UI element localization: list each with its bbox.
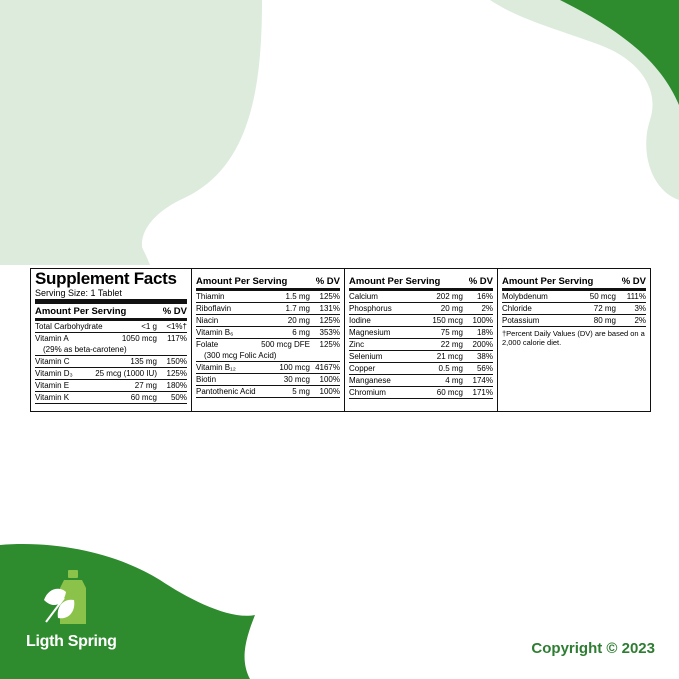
nutrient-amount: 60 mcg <box>436 388 463 397</box>
nutrient-dv: 100% <box>319 375 340 384</box>
nutrient-row <box>349 375 493 387</box>
nutrient-row <box>349 327 493 339</box>
nutrient-dv: 174% <box>472 376 493 385</box>
nutrient-row <box>35 380 187 392</box>
nutrient-row <box>196 362 340 374</box>
nutrient-amount: 202 mg <box>436 292 463 301</box>
nutrient-row <box>349 339 493 351</box>
nutrient-amount: <1 g <box>141 322 157 331</box>
nutrient-dv: 16% <box>476 292 493 301</box>
nutrient-row <box>349 387 493 399</box>
nutrient-amount: 5 mg <box>292 387 310 396</box>
nutrient-row <box>196 291 340 303</box>
nutrient-dv: 180% <box>166 381 187 390</box>
nutrient-amount: 1050 mcg <box>121 334 157 343</box>
nutrient-name: Manganese <box>349 376 391 385</box>
nutrient-rows <box>35 321 187 404</box>
nutrient-amount: 4 mg <box>445 376 463 385</box>
nutrient-dv: 125% <box>166 369 187 378</box>
header-dv: % DV <box>468 276 493 287</box>
nutrient-row <box>349 315 493 327</box>
nutrient-dv: 2% <box>634 316 646 325</box>
nutrient-dv: 2% <box>481 304 493 313</box>
nutrient-dv: 100% <box>472 316 493 325</box>
nutrient-name: Folate <box>196 340 219 349</box>
nutrient-name: Copper <box>349 364 376 373</box>
nutrient-name: Potassium <box>502 316 540 325</box>
nutrient-name: Selenium <box>349 352 383 361</box>
nutrient-row <box>196 303 340 315</box>
nutrient-amount: 27 mg <box>134 381 157 390</box>
nutrient-row <box>35 368 187 380</box>
nutrient-name: Vitamin C <box>35 357 70 366</box>
column-header <box>502 274 646 291</box>
nutrient-amount: 25 mcg (1000 IU) <box>95 369 157 378</box>
nutrient-name: Magnesium <box>349 328 391 337</box>
nutrient-name: Thiamin <box>196 292 225 301</box>
nutrient-rows <box>502 291 646 327</box>
header-dv: % DV <box>315 276 340 287</box>
nutrient-row <box>502 291 646 303</box>
nutrient-amount: 50 mcg <box>589 292 616 301</box>
nutrient-amount: 150 mcg <box>432 316 463 325</box>
nutrient-name: Pantothenic Acid <box>196 387 256 396</box>
nutrient-amount: 100 mcg <box>279 363 310 372</box>
header-amount: Amount Per Serving <box>502 276 594 287</box>
nutrient-amount: 20 mg <box>287 316 310 325</box>
nutrient-rows <box>196 291 340 398</box>
nutrient-dv: 171% <box>472 388 493 397</box>
leaf-bottle-icon <box>30 570 130 630</box>
column-header <box>349 274 493 291</box>
nutrient-name: Zinc <box>349 340 365 349</box>
nutrient-row <box>196 315 340 327</box>
nutrient-dv: 38% <box>476 352 493 361</box>
copyright-text: Copyright © 2023 <box>531 640 655 657</box>
nutrient-name: Chromium <box>349 388 386 397</box>
nutrient-name: Vitamin D₃ <box>35 369 73 378</box>
nutrient-dv: 3% <box>634 304 646 313</box>
nutrient-row <box>196 386 340 398</box>
nutrient-amount: 0.5 mg <box>438 364 463 373</box>
nutrient-dv: 50% <box>170 393 187 402</box>
facts-column-4 <box>498 269 650 411</box>
nutrient-dv: 111% <box>626 292 646 301</box>
nutrient-name: Riboflavin <box>196 304 232 313</box>
nutrient-amount: 60 mcg <box>130 393 157 402</box>
nutrient-dv: 125% <box>319 316 340 325</box>
facts-column-2 <box>192 269 345 411</box>
nutrient-dv: 353% <box>319 328 340 337</box>
nutrient-dv: 150% <box>166 357 187 366</box>
facts-title: Supplement Facts <box>35 269 177 288</box>
nutrient-amount: 21 mcg <box>436 352 463 361</box>
brand-name: Ligth Spring <box>26 633 117 650</box>
header-amount: Amount Per Serving <box>349 276 441 287</box>
nutrient-subnote: (300 mcg Folic Acid) <box>204 351 277 360</box>
nutrient-amount: 20 mg <box>440 304 463 313</box>
nutrient-amount: 30 mcg <box>283 375 310 384</box>
nutrient-name: Iodine <box>349 316 371 325</box>
nutrient-name: Vitamin K <box>35 393 70 402</box>
nutrient-amount: 135 mg <box>130 357 157 366</box>
nutrient-dv: 200% <box>472 340 493 349</box>
nutrient-row <box>502 303 646 315</box>
nutrient-row <box>349 363 493 375</box>
nutrient-amount: 72 mg <box>593 304 616 313</box>
nutrient-name: Biotin <box>196 375 217 384</box>
column-header <box>196 274 340 291</box>
nutrient-dv: <1%† <box>166 322 187 331</box>
nutrient-row <box>349 351 493 363</box>
nutrient-dv: 131% <box>319 304 340 313</box>
nutrient-row <box>196 327 340 339</box>
header-amount: Amount Per Serving <box>196 276 288 287</box>
nutrient-amount: 6 mg <box>292 328 310 337</box>
nutrient-name: Chloride <box>502 304 532 313</box>
nutrient-dv: 18% <box>476 328 493 337</box>
nutrient-row <box>35 333 187 356</box>
nutrient-row <box>502 315 646 327</box>
nutrient-row <box>196 339 340 362</box>
nutrient-row <box>349 291 493 303</box>
nutrient-name: Vitamin B₆ <box>196 328 234 337</box>
serving-size: Serving Size: 1 Tablet <box>35 288 187 304</box>
nutrient-amount: 500 mcg DFE <box>261 340 310 349</box>
nutrient-amount: 1.7 mg <box>285 304 310 313</box>
nutrient-dv: 100% <box>319 387 340 396</box>
nutrient-dv: 125% <box>319 292 340 301</box>
nutrient-row <box>196 374 340 386</box>
nutrient-dv: 4167% <box>315 363 340 372</box>
nutrient-name: Vitamin A <box>35 334 69 343</box>
top-left-blob <box>0 0 262 265</box>
nutrient-dv: 117% <box>167 334 187 343</box>
nutrient-name: Molybdenum <box>502 292 548 301</box>
nutrient-subnote: (29% as beta-carotene) <box>43 345 127 354</box>
header-dv: % DV <box>162 306 187 317</box>
nutrient-amount: 75 mg <box>440 328 463 337</box>
nutrient-name: Total Carbohydrate <box>35 322 103 331</box>
nutrient-row <box>35 392 187 404</box>
nutrient-name: Vitamin B₁₂ <box>196 363 236 372</box>
nutrient-amount: 80 mg <box>593 316 616 325</box>
footnote: †Percent Daily Values (DV) are based on a 2,000 calorie diet. <box>502 329 645 347</box>
column-header <box>35 304 187 321</box>
nutrient-row <box>35 321 187 333</box>
nutrient-amount: 1.5 mg <box>285 292 310 301</box>
nutrient-rows <box>349 291 493 399</box>
nutrient-row <box>35 356 187 368</box>
nutrient-name: Calcium <box>349 292 378 301</box>
nutrient-amount: 22 mg <box>440 340 463 349</box>
facts-column-1 <box>31 269 192 411</box>
facts-column-3 <box>345 269 498 411</box>
nutrient-dv: 56% <box>476 364 493 373</box>
header-dv: % DV <box>621 276 646 287</box>
nutrient-name: Phosphorus <box>349 304 392 313</box>
supplement-facts-panel <box>30 268 651 412</box>
header-amount: Amount Per Serving <box>35 306 127 317</box>
nutrient-dv: 125% <box>319 340 340 349</box>
nutrient-name: Vitamin E <box>35 381 70 390</box>
nutrient-name: Niacin <box>196 316 219 325</box>
nutrient-row <box>349 303 493 315</box>
